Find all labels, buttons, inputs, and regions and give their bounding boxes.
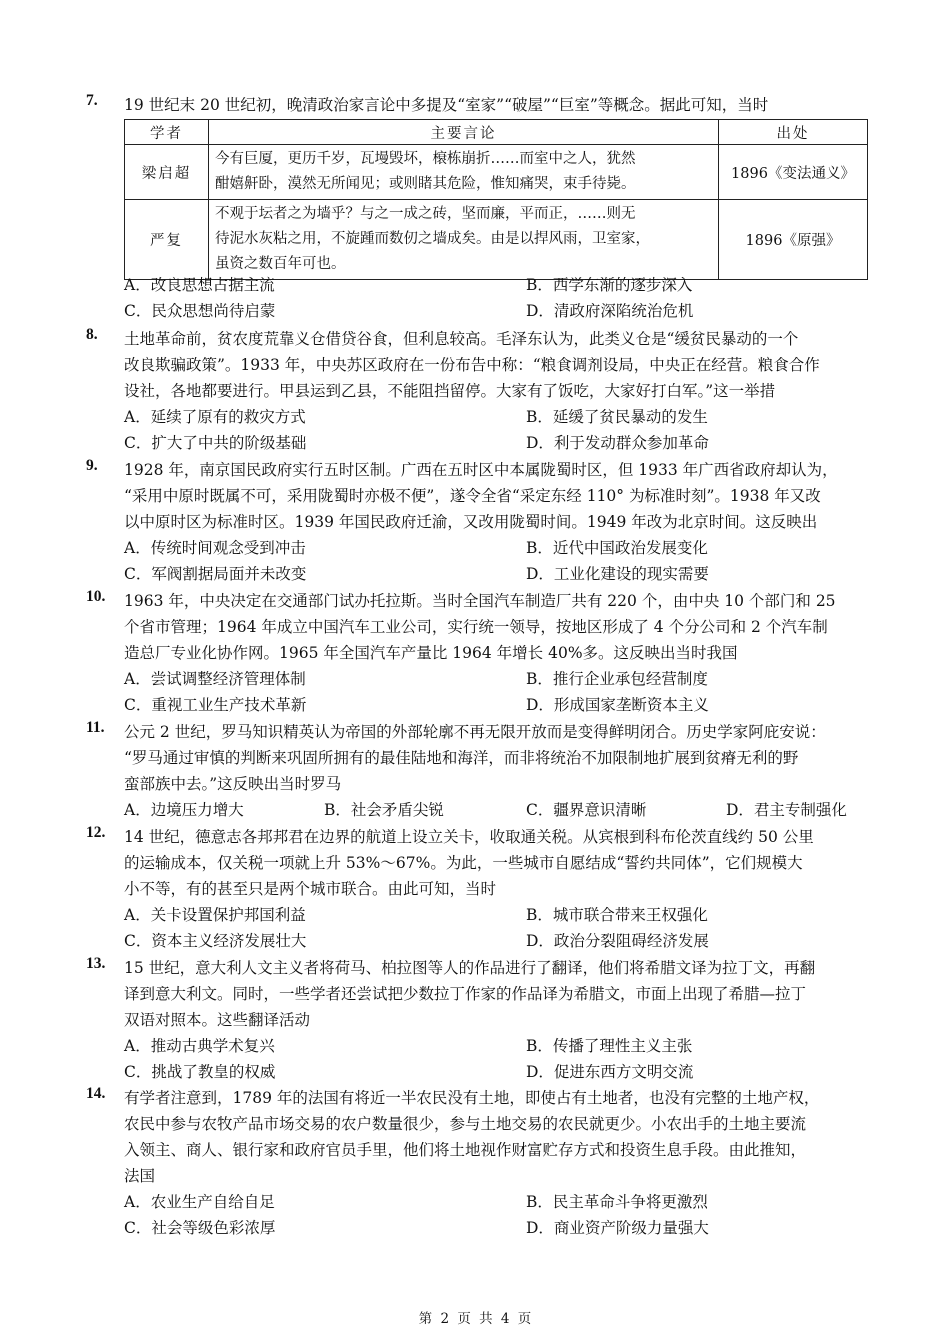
- question-stem: 14 世纪，德意志各邦邦君在边界的航道上设立关卡，收取通关税。从宾根到科布伦茨直线约 50 公里: [124, 828, 814, 846]
- question-stem: 法国: [124, 1167, 156, 1185]
- question-stem: 1963 年，中央决定在交通部门试办托拉斯。当时全国汽车制造厂共有 220 个，由中央 10 个部门和 25: [124, 592, 836, 610]
- option-a[interactable]: A．推动古典学术复兴: [124, 1037, 275, 1055]
- option-d[interactable]: D．促进东西方文明交流: [526, 1063, 694, 1081]
- question-number: 13.: [86, 955, 106, 972]
- table-header: 主要言论: [209, 120, 719, 145]
- question-stem: 土地革命前，贫农度荒靠义仓借贷谷食，但利息较高。毛泽东认为，此类义仓是“缓贫民暴动的一个: [124, 330, 799, 348]
- option-a[interactable]: A．改良思想占据主流: [124, 276, 275, 294]
- option-d[interactable]: D．君主专制强化: [726, 801, 847, 819]
- question-number: 14.: [86, 1085, 106, 1102]
- question-stem: 造总厂专业化协作网。1965 年全国汽车产量比 1964 年增长 40%多。这反映出当时我国: [124, 644, 738, 662]
- quote-cell: [209, 200, 719, 280]
- option-b[interactable]: B．延缓了贫民暴动的发生: [526, 408, 708, 426]
- question-stem: 有学者注意到，1789 年的法国有将近一半农民没有土地，即使占有土地者，也没有完整的土地产权，: [124, 1089, 820, 1107]
- option-c[interactable]: C．扩大了中共的阶级基础: [124, 434, 307, 452]
- quote-line: 不观于坛者之为墙乎？与之一成之砖，坚而廉，平而正，……则无: [215, 206, 636, 222]
- option-d[interactable]: D．政治分裂阻碍经济发展: [526, 932, 709, 950]
- option-c[interactable]: C．疆界意识清晰: [526, 801, 647, 819]
- question-stem: 公元 2 世纪，罗马知识精英认为帝国的外部轮廓不再无限开放而是变得鲜明闭合。历史学家阿庇安说：: [124, 723, 826, 741]
- option-b[interactable]: B．西学东渐的逐步深入: [526, 276, 693, 294]
- table-row: [125, 145, 868, 200]
- option-d[interactable]: D．工业化建设的现实需要: [526, 565, 709, 583]
- option-c[interactable]: C．民众思想尚待启蒙: [124, 302, 276, 320]
- option-a[interactable]: A．农业生产自给自足: [124, 1193, 275, 1211]
- option-d[interactable]: D．清政府深陷统治危机: [526, 302, 694, 320]
- source-cell: 1896《变法通义》: [719, 145, 868, 200]
- question-stem: 19 世纪末 20 世纪初，晚清政治家言论中多提及“室家”“破屋”“巨室”等概念。据此可知，当时: [124, 96, 769, 114]
- question-number: 11.: [86, 719, 105, 736]
- source-cell: 1896《原强》: [719, 200, 868, 280]
- option-c[interactable]: C．资本主义经济发展壮大: [124, 932, 307, 950]
- page-footer: 第 2 页 共 4 页: [418, 1311, 532, 1327]
- question-stem: 农民中参与农牧产品市场交易的农户数量很少，参与土地交易的农民就更少。小农出手的土地主要流: [124, 1115, 807, 1133]
- option-d[interactable]: D．商业资产阶级力量强大: [526, 1219, 709, 1237]
- question-stem: 以中原时区为标准时区。1939 年国民政府迁渝，又改用陇蜀时间。1949 年改为北京时间。这反映出: [124, 513, 818, 531]
- question-stem: 的运输成本，仅关税一项就上升 53%～67%。为此，一些城市自愿结成“誓约共同体”，它们规模大: [124, 854, 803, 872]
- option-a[interactable]: A．传统时间观念受到冲击: [124, 539, 306, 557]
- question-number: 9.: [86, 457, 98, 474]
- question-stem: 译到意大利文。同时，一些学者还尝试把少数拉丁作家的作品译为希腊文，市面上出现了希腊—拉丁: [124, 985, 807, 1003]
- quote-cell: [209, 145, 719, 200]
- question-stem: 蛮部族中去。”这反映出当时罗马: [124, 775, 342, 793]
- question-stem: 个省市管理；1964 年成立中国汽车工业公司，实行统一领导，按地区形成了 4 个分公司和 2 个汽车制: [124, 618, 828, 636]
- quote-line: 虽资之数百年可也。: [215, 256, 346, 272]
- table-header-row: [125, 120, 868, 145]
- question-number: 8.: [86, 326, 98, 343]
- option-b[interactable]: B．推行企业承包经营制度: [526, 670, 708, 688]
- question-stem: 小不等，有的甚至只是两个城市联合。由此可知，当时: [124, 880, 497, 898]
- table-row: [125, 200, 868, 280]
- option-a[interactable]: A．延续了原有的救灾方式: [124, 408, 306, 426]
- option-c[interactable]: C．军阀割据局面并未改变: [124, 565, 307, 583]
- option-a[interactable]: A．尝试调整经济管理体制: [124, 670, 306, 688]
- question-stem: 15 世纪，意大利人文主义者将荷马、柏拉图等人的作品进行了翻译，他们将希腊文译为拉丁文，再翻: [124, 959, 816, 977]
- option-b[interactable]: B．传播了理性主义主张: [526, 1037, 693, 1055]
- quote-line: 待泥水灰粘之用，不旋踵而数仞之墙成矣。由是以捍风雨，卫室家，: [215, 231, 650, 247]
- option-c[interactable]: C．社会等级色彩浓厚: [124, 1219, 276, 1237]
- option-d[interactable]: D．利于发动群众参加革命: [526, 434, 709, 452]
- question-number: 12.: [86, 824, 106, 841]
- table-header: 出处: [719, 120, 868, 145]
- option-b[interactable]: B．近代中国政治发展变化: [526, 539, 708, 557]
- scholar-cell: 梁启超: [125, 145, 209, 200]
- table-header: 学者: [125, 120, 209, 145]
- option-a[interactable]: A．关卡设置保护邦国利益: [124, 906, 306, 924]
- question-stem: 入领主、商人、银行家和政府官员手里，他们将土地视作财富贮存方式和投资生息手段。由此推知，: [124, 1141, 807, 1159]
- option-c[interactable]: C．重视工业生产技术革新: [124, 696, 307, 714]
- option-d[interactable]: D．形成国家垄断资本主义: [526, 696, 709, 714]
- source-table: [124, 119, 868, 280]
- quote-line: 酣嬉鼾卧，漠然无所闻见；或则睹其危险，惟知痛哭，束手待毙。: [215, 176, 636, 192]
- question-stem: 设社，各地都要进行。甲县运到乙县，不能阻挡留停。大家有了饭吃，大家好打白军。”这一举措: [124, 382, 776, 400]
- option-b[interactable]: B．社会矛盾尖锐: [324, 801, 444, 819]
- option-b[interactable]: B．城市联合带来王权强化: [526, 906, 708, 924]
- question-stem: 1928 年，南京国民政府实行五时区制。广西在五时区中本属陇蜀时区，但 1933 年广西省政府却认为，: [124, 461, 838, 479]
- question-stem: “采用中原时既属不可，采用陇蜀时亦极不便”，遂令全省“采定东经 110° 为标准时刻”。1938 年又改: [124, 487, 821, 505]
- option-a[interactable]: A．边境压力增大: [124, 801, 244, 819]
- option-c[interactable]: C．挑战了教皇的权威: [124, 1063, 276, 1081]
- question-stem: “罗马通过审慎的判断来巩固所拥有的最佳陆地和海洋，而非将统治不加限制地扩展到贫瘠无利的野: [124, 749, 799, 767]
- option-b[interactable]: B．民主革命斗争将更激烈: [526, 1193, 708, 1211]
- quote-line: 今有巨厦，更历千岁，瓦墁毁坏，榱栋崩折……而室中之人，犹然: [215, 151, 636, 167]
- question-number: 7.: [86, 92, 98, 109]
- question-stem: 改良欺骗政策”。1933 年，中央苏区政府在一份布告中称：“粮食调剂设局，中央正在经营。粮食合作: [124, 356, 820, 374]
- question-number: 10.: [86, 588, 106, 605]
- question-stem: 双语对照本。这些翻译活动: [124, 1011, 311, 1029]
- scholar-cell: 严复: [125, 200, 209, 280]
